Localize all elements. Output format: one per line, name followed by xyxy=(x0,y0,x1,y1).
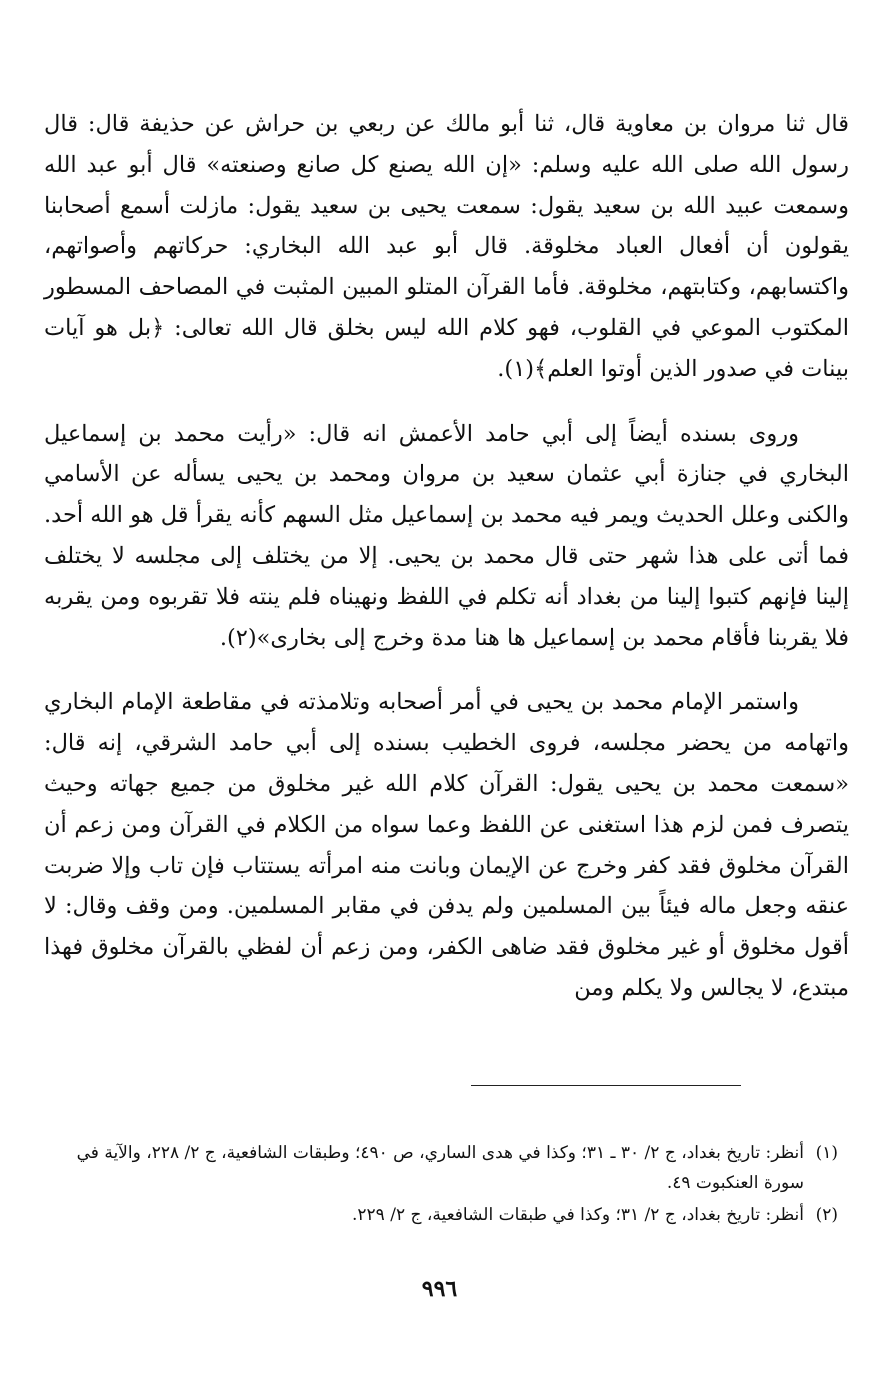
footnote-number: (١) xyxy=(815,1143,838,1163)
footnote-text: أنظر: تاريخ بغداد، ج ٢/ ٣١؛ وكذا في طبقات الشافعية، ج ٢/ ٢٢٩. xyxy=(352,1205,804,1225)
footnote-2 xyxy=(38,1200,838,1230)
footnote-text: أنظر: تاريخ بغداد، ج ٢/ ٣٠ ـ ٣١؛ وكذا في هدى الساري، ص ٤٩٠؛ وطبقات الشافعية، ج ٢/ ٢٢٨، والآية في سورة العنكبوت ٤٩. xyxy=(76,1143,804,1193)
paragraph-3: واستمر الإمام محمد بن يحيى في أمر أصحابه وتلامذته في مقاطعة الإمام البخاري واتهامه من يحضر مجلسه، فروى الخطيب بسنده إلى أبي حامد الشرقي، إنه قال: «سمعت محمد بن يحيى يقول: القرآن كلام الله غير مخلوق من جميع جهاته وحيث يتصرف فمن لزم هذا استغنى عن اللفظ وعما سواه من الكلام في القرآن ومن زعم أن القرآن مخلوق فقد كفر وخرج عن الإيمان وبانت منه امرأته يستتاب فإن تاب وإلا ضربت عنقه وجعل ماله فيئاً بين المسلمين ولم يدفن في مقابر المسلمين. ومن وقف وقال: لا أقول مخلوق أو غير مخلوق فقد ضاهى الكفر، ومن زعم أن لفظي بالقرآن مخلوق فهذا مبتدع، لا يجالس ولا يكلم ومن xyxy=(44,689,849,1001)
footnote-number: (٢) xyxy=(815,1205,838,1225)
footnotes xyxy=(38,1138,838,1232)
main-text xyxy=(44,104,849,1009)
paragraph-1: قال ثنا مروان بن معاوية قال، ثنا أبو مالك عن ربعي بن حراش عن حذيفة قال: قال رسول الله صلى الله عليه وسلم: «إن الله يصنع كل صانع وصنعته» قال أبو عبد الله وسمعت عبيد الله بن سعيد يقول: سمعت يحيى بن سعيد يقول: مازلت أسمع أصحابنا يقولون أن أفعال العباد مخلوقة. قال أبو عبد الله البخاري: حركاتهم وأصواتهم، واكتسابهم، وكتابتهم، مخلوقة. فأما القرآن المتلو المبين المثبت في المصاحف المسطور المكتوب الموعي في القلوب، فهو كلام الله ليس بخلق قال الله تعالى: ﴿بل هو آيات بينات في صدور الذين أوتوا العلم﴾(١). xyxy=(44,111,849,382)
footnote-1 xyxy=(38,1138,838,1198)
footnote-separator xyxy=(471,1085,741,1086)
paragraph-2: وروى بسنده أيضاً إلى أبي حامد الأعمش انه قال: «رأيت محمد بن إسماعيل البخاري في جنازة أبي عثمان سعيد بن مروان ومحمد بن يحيى يسأله عن الأسامي والكنى وعلل الحديث ويمر فيه محمد بن إسماعيل مثل السهم كأنه يقرأ قل هو الله أحد. فما أتى على هذا شهر حتى قال محمد بن يحيى. إلا من يختلف إلى مجلسه لا يختلف إلينا فإنهم كتبوا إلينا من بغداد أنه تكلم في اللفظ ونهيناه فلم ينته فلا تقربوه ومن يقربه فلا يقربنا فأقام محمد بن إسماعيل ها هنا مدة وخرج إلى بخارى»(٢). xyxy=(44,420,849,651)
page-number: ٩٩٦ xyxy=(421,1276,458,1302)
